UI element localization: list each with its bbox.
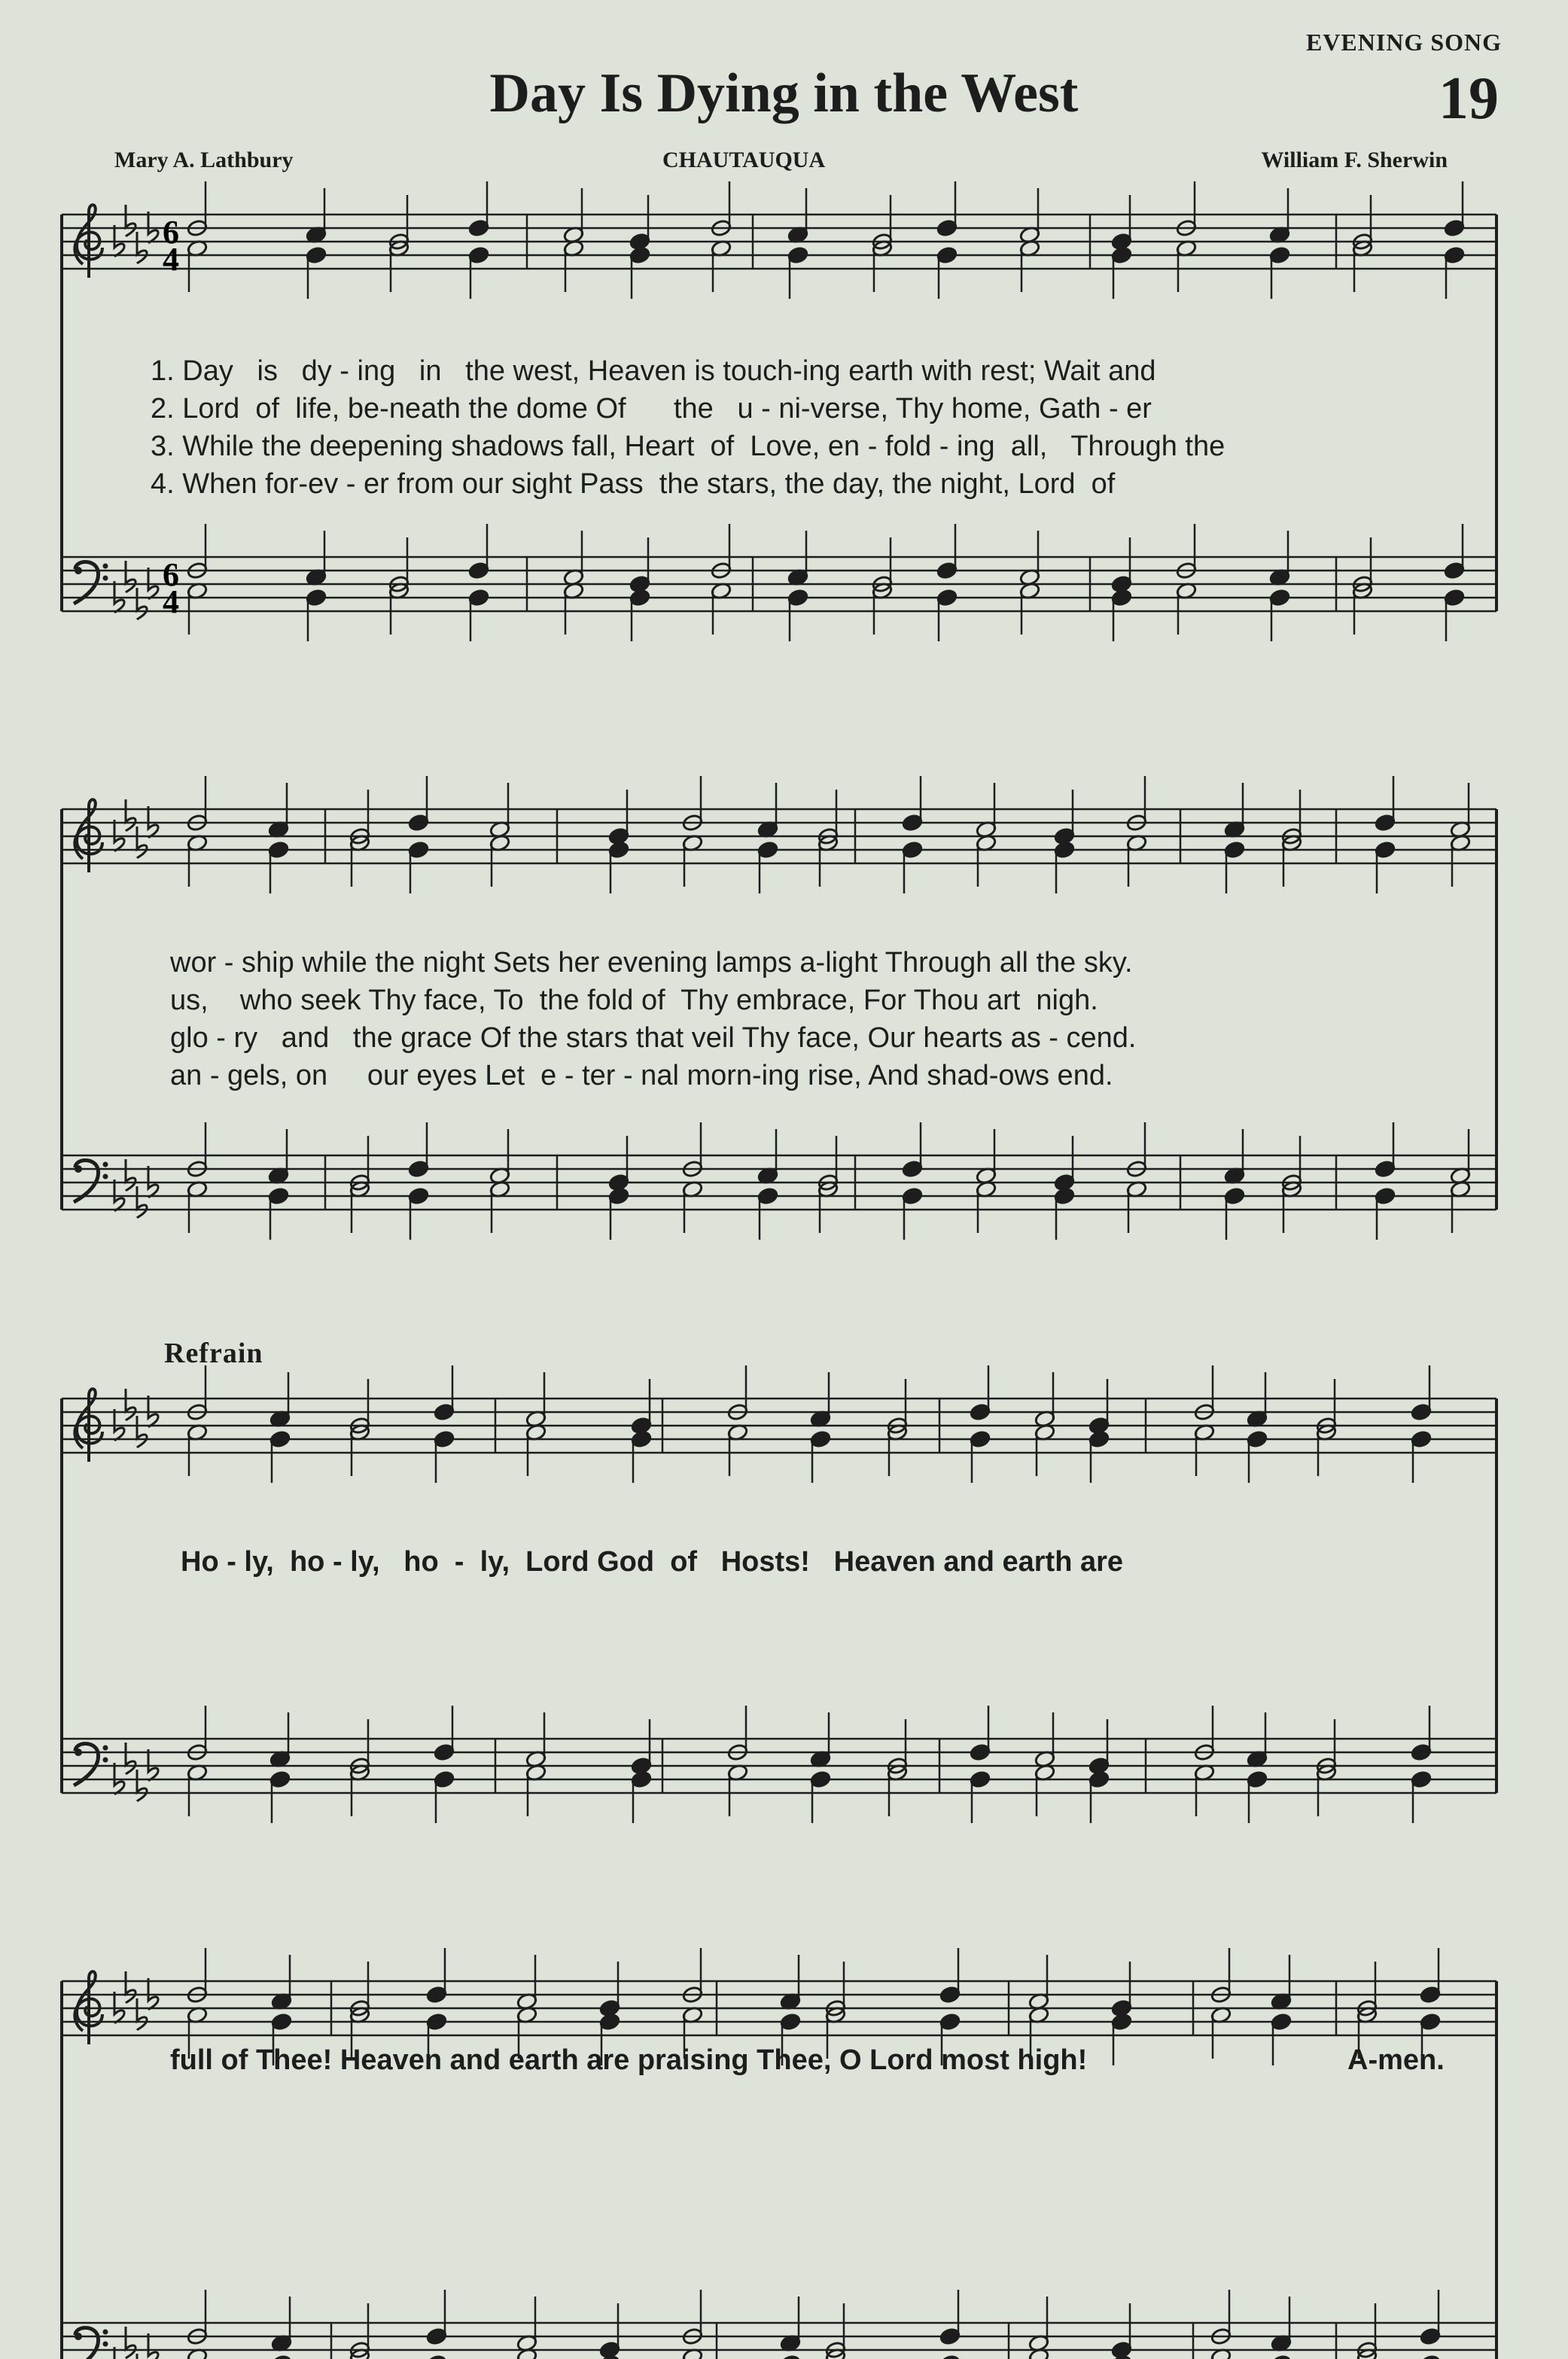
flat-sign [137,1186,147,1218]
flat-sign [137,826,147,858]
bass-staff [62,556,1496,620]
flat-sign [126,1971,135,2003]
tune-name: CHAUTAUQUA [662,148,826,172]
note-head [939,2354,961,2359]
lyric-line: 4. When for-ev - er from our sight Pass the stars, the day, the night, Lord of [151,468,1116,500]
hymn-number: 19 [1439,65,1499,132]
lyric-line: 1. Day is dy - ing in the west, Heaven is touch-ing earth with rest; Wait and [151,355,1156,387]
lyrics-system-2 [170,944,1136,1094]
lyric-line: us, who seek Thy face, To the fold of Thy embrace, For Thou art nigh. [170,985,1098,1016]
flat-sign [126,205,135,236]
flat-sign [126,1159,135,1191]
time-signature-top: 6 [163,556,179,593]
note-head [780,2354,801,2359]
flat-sign [126,799,135,831]
author-credit: Mary A. Lathbury [114,148,294,172]
flat-sign [137,1770,147,1801]
bass-staff [62,1155,1496,1218]
time-signature-bottom: 4 [163,583,179,620]
amen-text: A-men. [1347,2044,1445,2076]
lyrics-system-1 [151,352,1225,503]
flat-sign [126,1743,135,1774]
flat-sign [126,2327,135,2358]
flat-sign [126,561,135,592]
lyric-line: an - gels, on our eyes Let e - ter - nal morn-ing rise, And shad-ows end. [170,1060,1113,1091]
flat-sign [137,1998,147,2030]
lyrics-final: full of Thee! Heaven and earth are praising Thee, O Lord most high! [170,2044,1088,2076]
flat-sign [137,1416,147,1447]
lyric-line: 3. While the deepening shadows fall, Heart of Love, en - fold - ing all, Through the [151,431,1225,462]
hymn-title: Day Is Dying in the West [489,62,1079,124]
flat-sign [137,2354,147,2359]
refrain-label: Refrain [164,1338,263,1369]
note-head [271,2354,292,2359]
lyric-line: glo - ry and the grace Of the stars that veil Thy face, Our hearts as - cend. [170,1022,1137,1054]
note-head [1420,2354,1441,2359]
flat-sign [137,588,147,619]
lyrics-refrain: Ho - ly, ho - ly, ho - ly, Lord God of Hosts! Heaven and earth are [181,1546,1124,1578]
lyric-line: wor - ship while the night Sets her evening lamps a-light Through all the sky. [170,947,1133,979]
time-signature-top: 6 [163,214,179,251]
bass-clef [74,2328,108,2359]
flat-sign [137,232,147,263]
note-head [426,2354,447,2359]
note-head [1271,2354,1292,2359]
flat-sign [126,1389,135,1420]
category-label: EVENING SONG [1305,29,1502,56]
time-signature-bottom: 4 [163,241,179,278]
composer-credit: William F. Sherwin [1261,148,1448,172]
flat-sign [114,2347,124,2359]
bass-staff [62,1739,1496,1801]
lyric-line: 2. Lord of life, be-neath the dome Of the u - ni-verse, Thy home, Gath - er [151,393,1152,425]
